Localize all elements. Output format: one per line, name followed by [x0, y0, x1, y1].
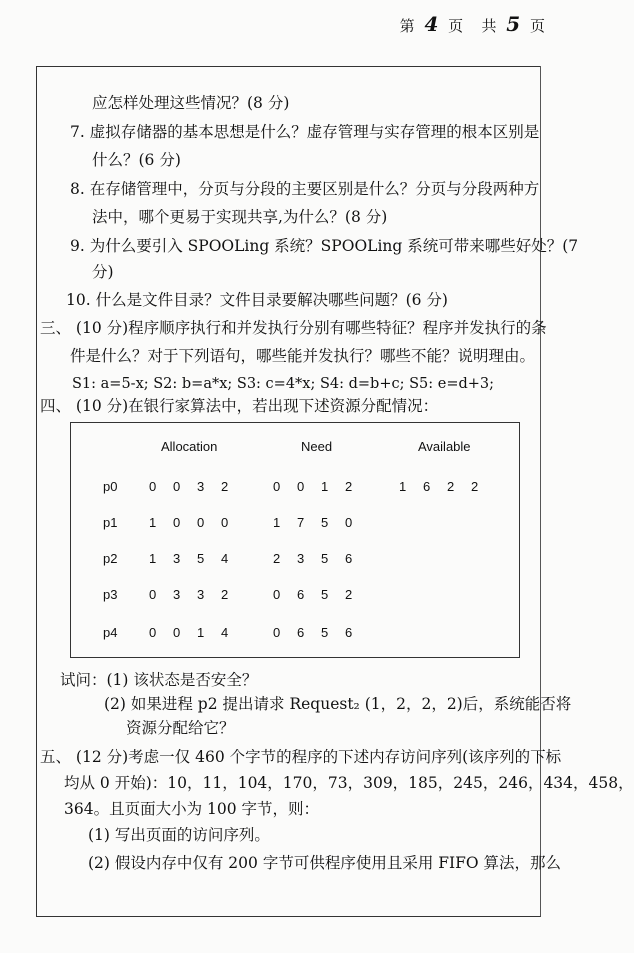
question-8: 8. 在存储管理中，分页与分段的主要区别是什么？分页与分段两种方	[70, 180, 540, 198]
alloc-value: 0	[173, 625, 181, 640]
section-5-cont: 均从 0 开始)：10，11，104，170，73，309，185，245，246，434，458，	[64, 774, 634, 792]
need-value: 1	[321, 479, 329, 494]
section-5-sub1: (1) 写出页面的访问序列。	[88, 826, 270, 844]
page-label-di: 第	[399, 17, 416, 35]
need-value: 2	[273, 551, 281, 566]
alloc-values	[149, 625, 245, 640]
page-label-ye: 页	[448, 17, 465, 35]
need-value: 5	[321, 551, 329, 566]
need-value: 7	[297, 515, 305, 530]
alloc-value: 0	[149, 479, 157, 494]
need-values	[273, 515, 369, 530]
alloc-value: 4	[221, 625, 229, 640]
alloc-value: 1	[149, 551, 157, 566]
header-need: Need	[301, 439, 333, 454]
page-label-ye2: 页	[529, 17, 546, 35]
question-9: 9. 为什么要引入 SPOOLing 系统？SPOOLing 系统可带来哪些好处？(7	[70, 237, 579, 255]
need-values	[273, 625, 369, 640]
resource-table	[70, 422, 520, 658]
need-value: 6	[345, 625, 353, 640]
need-value: 0	[273, 625, 281, 640]
need-values	[273, 587, 369, 602]
need-value: 5	[321, 625, 329, 640]
question-8-cont: 法中，哪个更易于实现共享,为什么？(8 分)	[92, 208, 388, 226]
process-label: p1	[103, 515, 118, 530]
process-label: p4	[103, 625, 118, 640]
alloc-values	[149, 551, 245, 566]
page-number: 4	[424, 12, 440, 36]
alloc-value: 1	[149, 515, 157, 530]
section-3: 三、 (10 分)程序顺序执行和并发执行分别有哪些特征？程序并发执行的条	[40, 319, 547, 337]
need-value: 6	[297, 625, 305, 640]
alloc-values	[149, 479, 245, 494]
header-allocation: Allocation	[161, 439, 218, 454]
alloc-value: 3	[173, 587, 181, 602]
alloc-value: 2	[221, 587, 229, 602]
question-10: 10. 什么是文件目录？文件目录要解决哪些问题？(6 分)	[66, 291, 448, 309]
ask-2-cont: 资源分配给它？	[126, 719, 235, 737]
avail-value: 6	[423, 479, 431, 494]
alloc-value: 2	[221, 479, 229, 494]
avail-value: 2	[447, 479, 455, 494]
alloc-value: 3	[197, 479, 205, 494]
alloc-values	[149, 515, 245, 530]
alloc-value: 0	[173, 479, 181, 494]
section-3-cont: 件是什么？对于下列语句，哪些能并发执行？哪些不能？说明理由。	[70, 347, 536, 365]
page-total: 5	[506, 12, 522, 36]
ask-2: (2) 如果进程 p2 提出请求 Request₂ (1，2，2，2)后，系统能否将	[104, 695, 572, 713]
need-value: 0	[273, 479, 281, 494]
section-5-cont2: 364。且页面大小为 100 字节，则：	[64, 800, 320, 818]
section-5: 五、 (12 分)考虑一仅 460 个字节的程序的下述内存访问序列(该序列的下标	[40, 748, 562, 766]
avail-value: 1	[399, 479, 407, 494]
header-available: Available	[418, 439, 471, 454]
section-4: 四、 (10 分)在银行家算法中，若出现下述资源分配情况：	[40, 397, 439, 415]
process-label: p2	[103, 551, 118, 566]
need-values	[273, 479, 369, 494]
alloc-value: 0	[221, 515, 229, 530]
alloc-value: 4	[221, 551, 229, 566]
need-value: 0	[345, 515, 353, 530]
need-value: 0	[297, 479, 305, 494]
need-value: 6	[345, 551, 353, 566]
need-value: 3	[297, 551, 305, 566]
alloc-value: 0	[197, 515, 205, 530]
text-line: 应怎样处理这些情况？(8 分)	[92, 94, 290, 112]
alloc-value: 3	[173, 551, 181, 566]
need-value: 0	[273, 587, 281, 602]
need-value: 5	[321, 515, 329, 530]
question-7: 7. 虚拟存储器的基本思想是什么？虚存管理与实存管理的根本区别是	[70, 123, 540, 141]
avail-values	[399, 479, 495, 494]
page-counter	[400, 12, 546, 36]
need-value: 2	[345, 587, 353, 602]
need-value: 2	[345, 479, 353, 494]
alloc-value: 1	[197, 625, 205, 640]
section-5-sub2: (2) 假设内存中仅有 200 字节可供程序使用且采用 FIFO 算法，那么	[88, 854, 562, 872]
question-9-cont: 分)	[92, 263, 114, 281]
alloc-value: 3	[197, 587, 205, 602]
ask-1: 试问：(1) 该状态是否安全？	[60, 671, 258, 689]
alloc-value: 0	[149, 625, 157, 640]
alloc-value: 0	[149, 587, 157, 602]
alloc-value: 5	[197, 551, 205, 566]
page-label-gong: 共	[481, 17, 498, 35]
statements: S1: a=5-x; S2: b=a*x; S3: c=4*x; S4: d=b+c; S5: e=d+3;	[72, 376, 495, 392]
need-values	[273, 551, 369, 566]
need-value: 1	[273, 515, 281, 530]
need-value: 6	[297, 587, 305, 602]
alloc-value: 0	[173, 515, 181, 530]
process-label: p3	[103, 587, 118, 602]
process-label: p0	[103, 479, 118, 494]
alloc-values	[149, 587, 245, 602]
need-value: 5	[321, 587, 329, 602]
avail-value: 2	[471, 479, 479, 494]
question-7-cont: 什么？(6 分)	[92, 151, 181, 169]
